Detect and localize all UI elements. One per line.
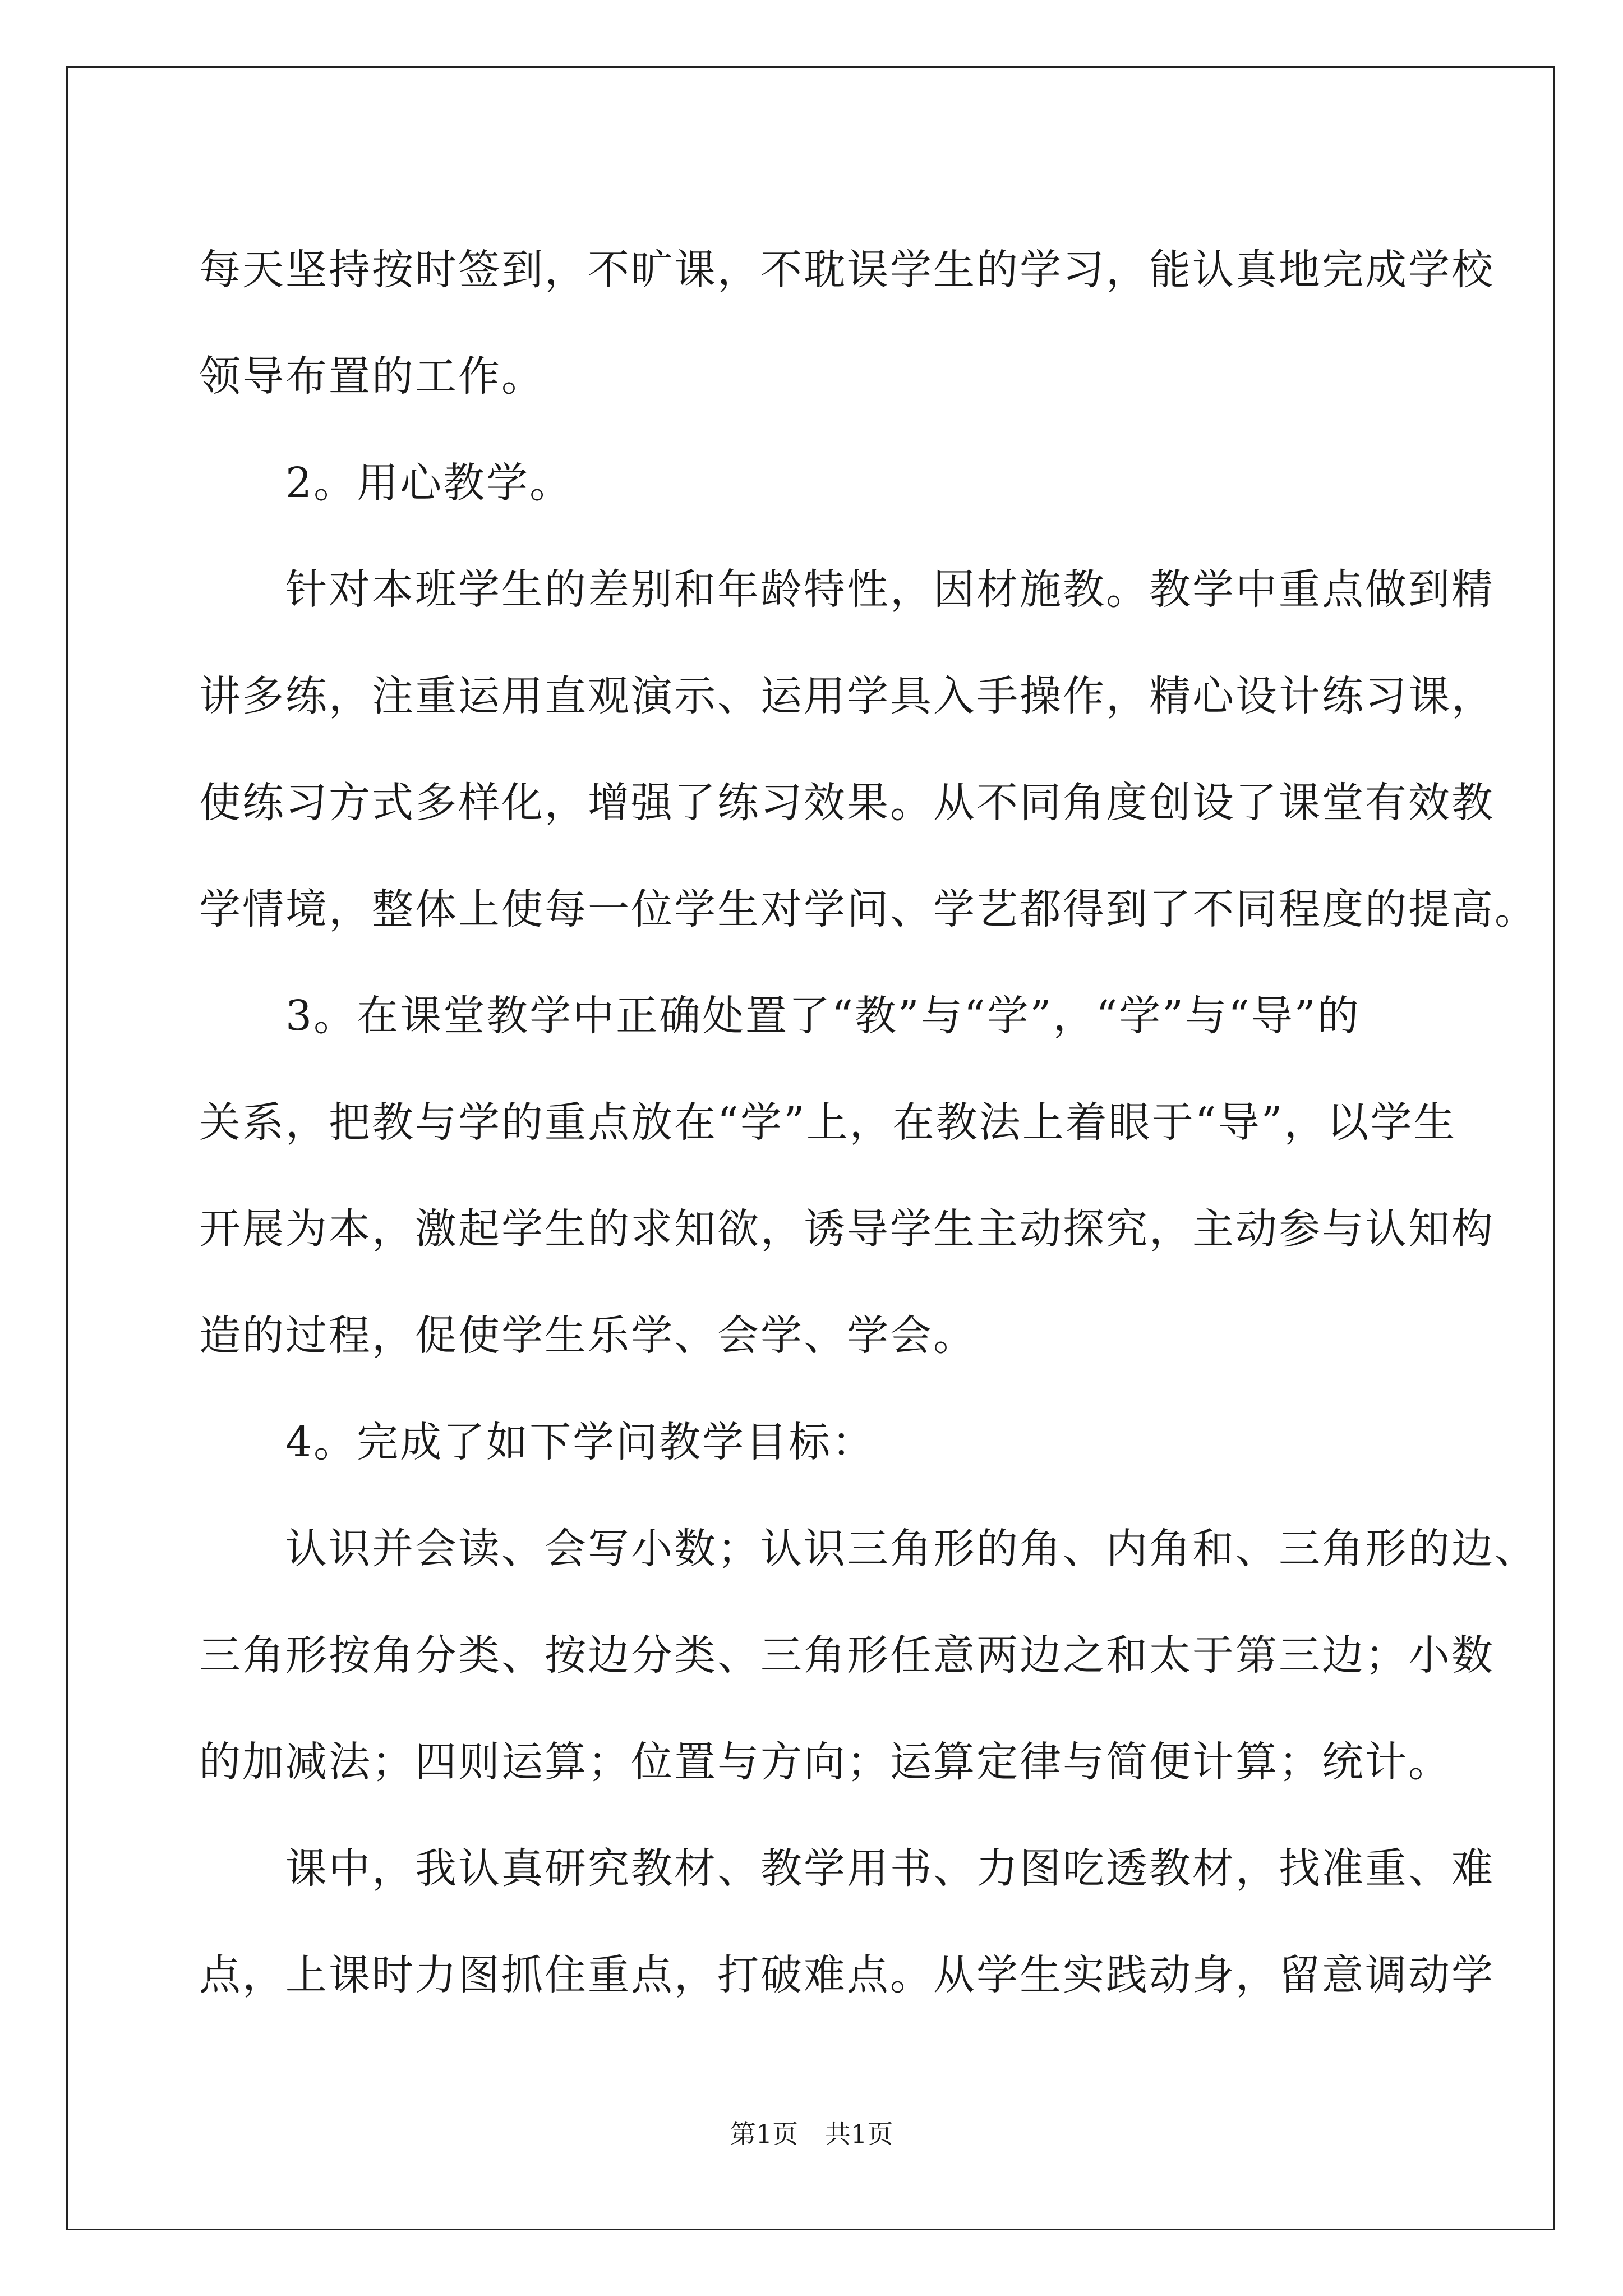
text-line: 使练习方式多样化，增强了练习效果。从不同角度创设了课堂有效教: [199, 779, 1495, 827]
text-line: 开展为本，激起学生的求知欲，诱导学生主动探究，主动参与认知构: [199, 1205, 1495, 1253]
text-line: 2。用心教学。: [199, 459, 573, 507]
text-line: 关系，把教与学的重点放在“学”上，在教法上着眼于“导”，以学生: [199, 1098, 1457, 1147]
document-body: [199, 217, 1538, 2028]
text-line: 3。在课堂教学中正确处置了“教”与“学”，“学”与“导”的: [199, 992, 1361, 1040]
page-total: 共1页: [825, 2119, 893, 2149]
page-number: 第1页: [730, 2119, 798, 2149]
text-line: 领导布置的工作。: [199, 352, 545, 401]
page-footer: [0, 2114, 1623, 2151]
text-line: 点，上课时力图抓住重点，打破难点。从学生实践动身，留意调动学: [199, 1951, 1495, 1999]
text-line: 三角形按角分类、按边分类、三角形任意两边之和太于第三边；小数: [199, 1631, 1495, 1680]
text-line: 认识并会读、会写小数；认识三角形的角、内角和、三角形的边、: [199, 1525, 1538, 1573]
text-line: 学情境，整体上使每一位学生对学问、学艺都得到了不同程度的提高。: [199, 885, 1538, 933]
text-line: 每天坚持按时签到，不旷课，不耽误学生的学习，能认真地完成学校: [199, 246, 1495, 294]
text-line: 造的过程，促使学生乐学、会学、学会。: [199, 1312, 976, 1360]
text-line: 的加减法；四则运算；位置与方向；运算定律与简便计算；统计。: [199, 1738, 1451, 1786]
text-line: 针对本班学生的差别和年龄特性，因材施教。教学中重点做到精: [199, 565, 1495, 614]
text-line: 4。完成了如下学问教学目标：: [199, 1418, 875, 1466]
text-line: 讲多练，注重运用直观演示、运用学具入手操作，精心设计练习课，: [199, 672, 1495, 720]
text-line: 课中，我认真研究教材、教学用书、力图吃透教材，找准重、难: [199, 1844, 1495, 1893]
